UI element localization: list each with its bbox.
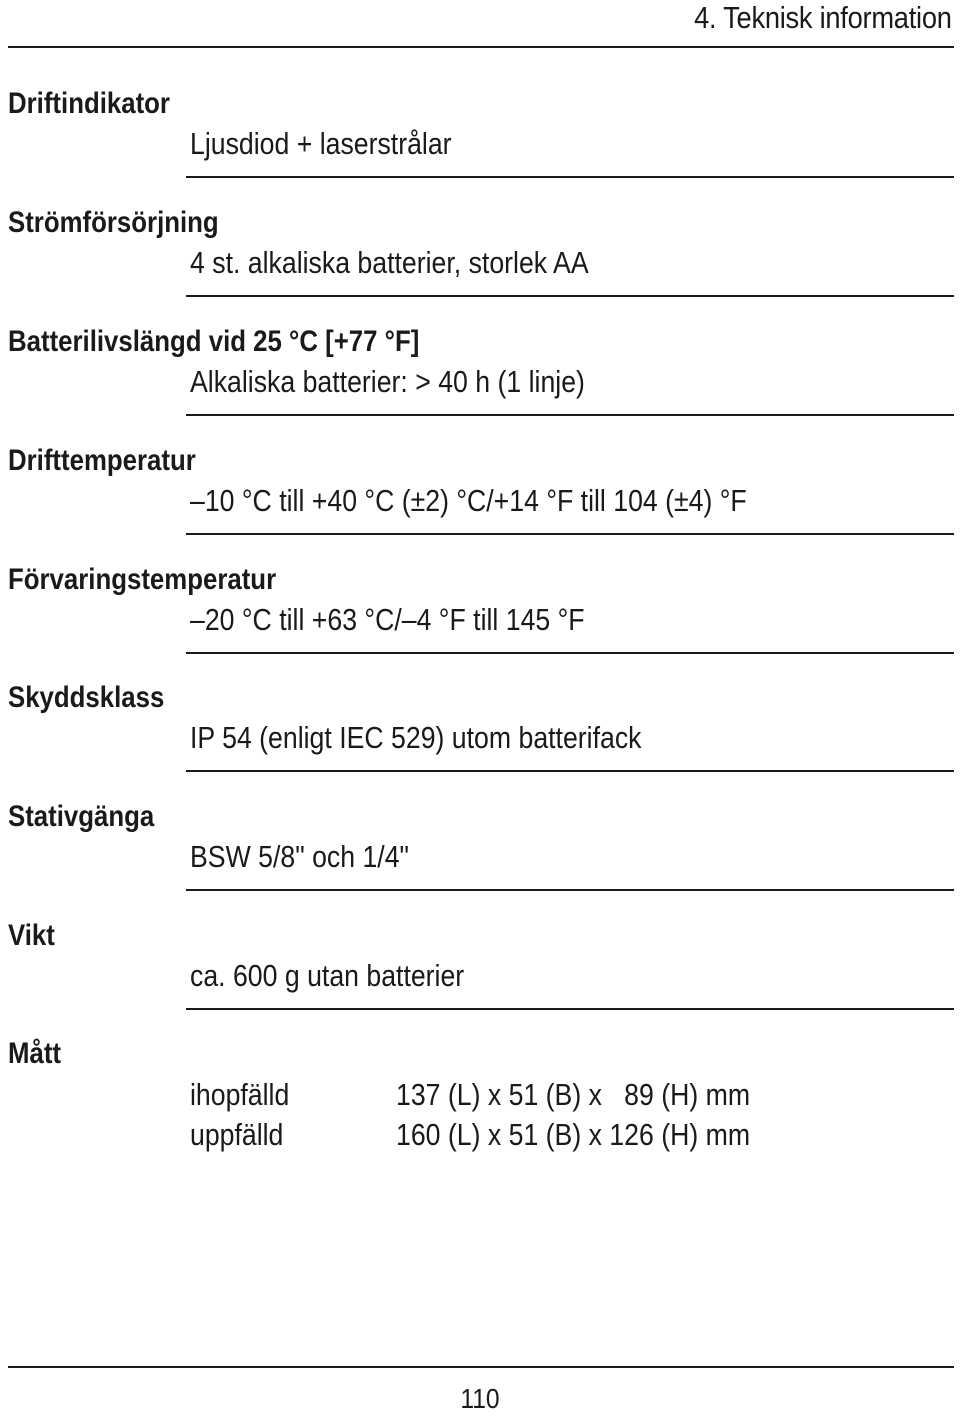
spec-divider — [186, 1008, 954, 1010]
section-title: 4. Teknisk information — [694, 0, 952, 35]
spec-label: Batterilivslängd vid 25 °C [+77 °F] — [8, 325, 420, 358]
spec-value: –10 °C till +40 °C (±2) °C/+14 °F till 104 (±4) °F — [190, 483, 747, 518]
spec-value: IP 54 (enligt IEC 529) utom batterifack — [190, 720, 642, 755]
spec-label: Mått — [8, 1037, 62, 1070]
page-number: 110 — [460, 1383, 500, 1414]
spec-value: BSW 5/8" och 1/4" — [190, 839, 409, 874]
dimension-state: ihopfälld — [190, 1077, 290, 1112]
spec-label: Förvaringstemperatur — [8, 563, 277, 596]
spec-divider — [186, 414, 954, 416]
spec-label: Strömförsörjning — [8, 206, 219, 239]
dimension-row-unfolded — [0, 1117, 960, 1157]
spec-value: Ljusdiod + laserstrålar — [190, 126, 452, 161]
spec-label: Stativgänga — [8, 800, 155, 833]
spec-label: Vikt — [8, 919, 55, 952]
dimension-row-folded — [0, 1077, 960, 1117]
dimension-state: uppfälld — [190, 1117, 284, 1152]
spec-value: Alkaliska batterier: > 40 h (1 linje) — [190, 364, 585, 399]
spec-value: ca. 600 g utan batterier — [190, 958, 465, 993]
spec-divider — [186, 889, 954, 891]
spec-label: Drifttemperatur — [8, 444, 196, 477]
spec-divider — [186, 770, 954, 772]
dimension-size: 137 (L) x 51 (B) x 89 (H) mm — [396, 1077, 751, 1112]
header-divider — [8, 46, 954, 48]
spec-divider — [186, 176, 954, 178]
spec-label: Skyddsklass — [8, 681, 165, 714]
footer-divider — [8, 1366, 954, 1368]
spec-label: Driftindikator — [8, 87, 170, 120]
spec-divider — [186, 533, 954, 535]
spec-divider — [186, 295, 954, 297]
spec-divider — [186, 652, 954, 654]
spec-value: 4 st. alkaliska batterier, storlek AA — [190, 245, 589, 280]
dimension-size: 160 (L) x 51 (B) x 126 (H) mm — [396, 1117, 751, 1152]
spec-value: –20 °C till +63 °C/–4 °F till 145 °F — [190, 602, 585, 637]
